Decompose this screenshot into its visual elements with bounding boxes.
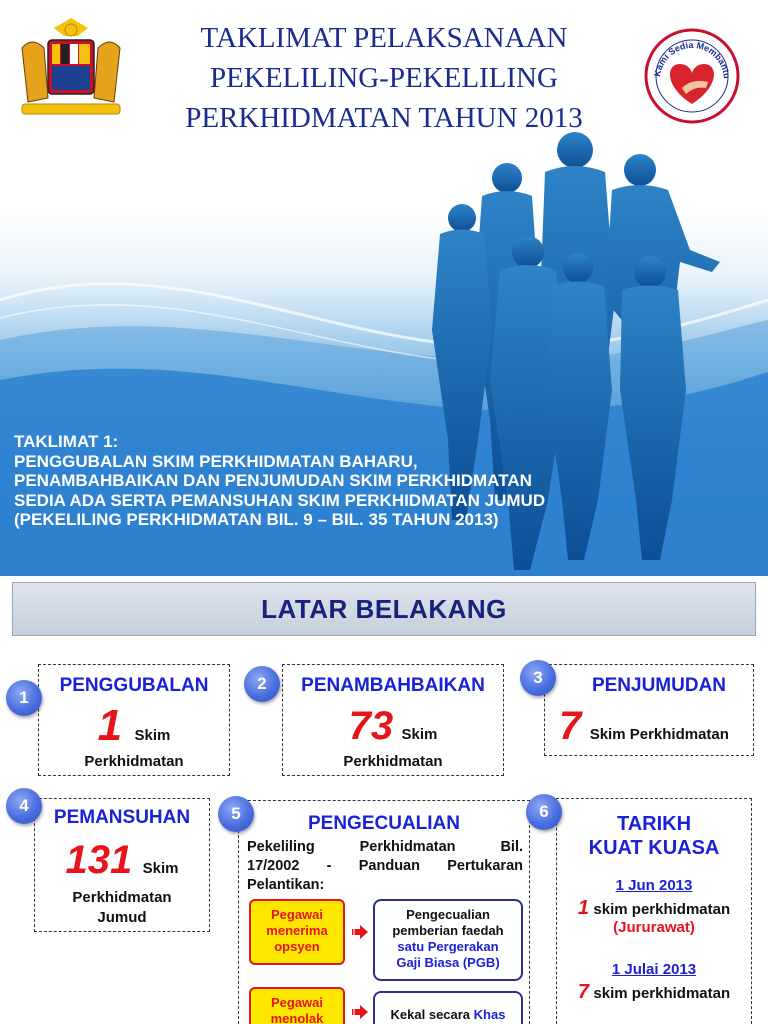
slide-title [150,18,618,138]
malaysia-coat-of-arms-logo [8,18,134,128]
penjumudan-box [544,664,754,756]
arrow-right-icon [351,925,369,939]
section-banner [0,576,768,642]
pengecualian-para-line: 17/2002 - Panduan Pertukaran [247,858,523,874]
box-heading: KUAT KUASA [588,837,720,859]
pegawai-menerima-line: menerima [266,923,328,938]
step-number-badge: 4 [6,788,42,824]
taklimat-line: PENGGUBALAN SKIM PERKHIDMATAN BAHARU, [14,451,418,471]
taklimat-description [14,432,634,530]
taklimat-line: SEDIA ADA SERTA PEMANSUHAN SKIM PERKHIDMATAN JUMUD [14,490,546,510]
pegawai-menerima-line: opsyen [274,939,320,954]
pegawai-menerima-box [249,899,345,965]
skim-label: Skim Perkhidmatan [589,726,729,743]
skim-label: Skim [134,727,171,744]
slide-title-line: PERKHIDMATAN TAHUN 2013 [185,102,583,134]
date-2: 1 Julai 2013 [611,961,697,978]
skim-label: Skim [401,726,438,743]
svg-text:Kami Sedia Membantu: Kami Sedia Membantu [652,39,733,80]
box-heading: PENGGUBALAN [59,675,209,696]
banner-title: LATAR BELAKANG [261,593,507,624]
taklimat-line: (PEKELILING PERKHIDMATAN BIL. 9 – BIL. 35 TAHUN 2013) [14,510,499,529]
skim-count: 7 [559,704,582,748]
skim-count: 1 [577,897,589,919]
box-heading: PEMANSUHAN [53,807,191,828]
kami-sedia-membantu-logo [644,28,740,124]
skim-label-line2: Perkhidmatan [84,753,184,770]
skim-count: 1 [97,701,123,750]
skim-count: 73 [348,704,394,748]
pgb-line: Gaji Biasa (PGB) [396,955,500,970]
step-number-badge: 5 [218,796,254,832]
box-heading: PENJUMUDAN [591,675,727,696]
slide-title-line: PEKELILING-PEKELILING [210,62,558,94]
pengecualian-para-line: Pelantikan: [247,877,325,893]
pgb-line: satu Pergerakan [397,939,499,954]
pgb-line: Pengecualian [406,907,490,922]
pengecualian-para-line: Pekeliling Perkhidmatan Bil. [247,839,523,855]
step-number-badge: 3 [520,660,556,696]
jururawat-note: (Jururawat) [613,919,695,936]
khas-text: Khas [473,1007,506,1022]
pgb-line: pemberian faedah [392,923,504,938]
banner-box [12,582,756,636]
pengecualian-pgb-box [373,899,523,981]
box-heading: PENAMBAHBAIKAN [301,675,485,696]
pegawai-menolak-line: menolak [270,1011,324,1024]
skim-count: 7 [577,981,589,1003]
pegawai-menolak-line: Pegawai [270,995,324,1010]
kekal-khas-box [373,991,523,1024]
penambahbaikan-box [282,664,504,776]
kekal-text: Kekal secara [390,1007,471,1022]
box-heading: PENGECUALIAN [307,813,460,834]
skim-label: skim perkhidmatan [593,985,731,1002]
box-heading: TARIKH [616,813,692,835]
arrow-right-icon [351,1005,369,1019]
pegawai-menerima-line: Pegawai [270,907,324,922]
pengecualian-box [238,800,530,1024]
skim-label: skim perkhidmatan [593,901,731,918]
pemansuhan-box [34,798,210,932]
skim-count: 131 [65,838,133,882]
tarikh-kuat-kuasa-box [556,798,752,1024]
date-1: 1 Jun 2013 [615,877,693,894]
taklimat-line: TAKLIMAT 1: [14,432,119,451]
step-number-badge: 6 [526,794,562,830]
step-number-badge: 2 [244,666,280,702]
taklimat-line: PENAMBAHBAIKAN DAN PENJUMUDAN SKIM PERKHIDMATAN [14,471,532,490]
skim-label-line3: Jumud [97,909,147,926]
skim-label-line2: Perkhidmatan [72,889,172,906]
pegawai-menolak-box [249,987,345,1024]
skim-label: Skim [142,860,179,877]
step-number-badge: 1 [6,680,42,716]
slide-title-line: TAKLIMAT PELAKSANAAN [200,22,568,54]
skim-label-line2: Perkhidmatan [343,753,443,770]
penggubalan-box [38,664,230,776]
